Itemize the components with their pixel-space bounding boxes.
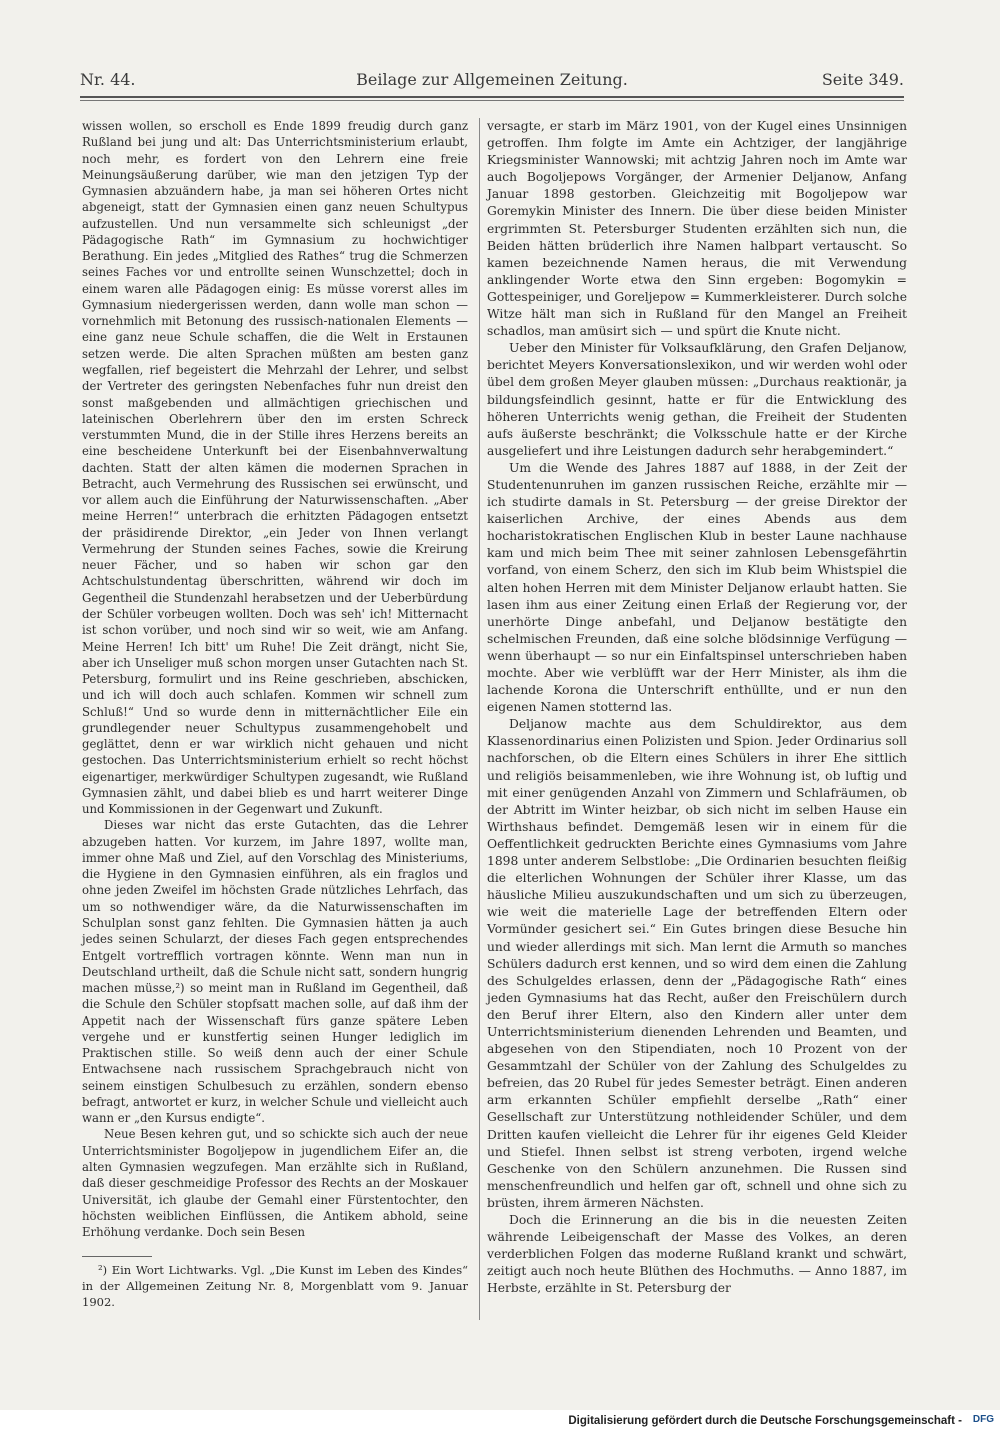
footnote — [82, 1262, 468, 1310]
left-column — [82, 118, 468, 1240]
paragraph: Deljanow machte aus dem Schuldirektor, aus dem Klassenordinarius einen Polizisten und Spion. Jeder Ordinarius soll nachforschen, ob die Eltern eines Schülers in ihrer Ehe sittlich und religiös beisammenleben, wie ihre Wohnung ist, ob luftig und mit einer genügenden Anzahl von Zimmern und Schlafräumen, ob der Abtritt im Winter heizbar, ob sich nicht im selben Hause ein Wirthshaus befindet. Demgemäß lesen wir in einem für die Oeffentlichkeit gedruckten Berichte eines Gymnasiums vom Jahre 1898 unter anderem Selbstlobe: „Die Ordinarien besuchten fleißig die elterlichen Wohnungen der Schüler ihrer Klasse, um das häusliche Milieu auszukundschaften und um sich zu überzeugen, wie weit die materielle Lage der betreffenden Eltern oder Vormünder gesichert sei.“ Ein Gutes bringen diese Besuche hin und wieder allerdings mit sich. Man lernt die Armuth so manches Schülers dadurch erst kennen, und so wird dem einen die Zahlung des Schulgeldes erlassen, denn der „Pädagogische Rath“ eines jeden Gymnasiums hat das Recht, außer den Freischülern durch den Beruf ihrer Eltern, also den Kindern aller unter dem Unterrichtsministerium dienenden Lehrenden und Beamten, und abgesehen von den Stipendiaten, noch 10 Prozent von der Gesammtzahl der Schüler von der Zahlung des Schulgeldes zu befreien, das 20 Rubel für jedes Semester beträgt. Einen anderen arm erkannten Schüler empfiehlt derselbe „Rath“ einer Gesellschaft zur Unterstützung nothleidender Schüler, und dem Dritten kaufen vielleicht die Lehrer für ihr eigenes Geld Kleider und Stiefel. Ihnen selbst ist streng verboten, irgend welche Geschenke von den Schülern anzunehmen. Die Russen sind menschenfreundlich und helfen gar oft, schnell und ohne sich zu brüsten, ihrem ärmeren Nächsten. — [487, 717, 907, 1210]
paragraph: versagte, er starb im März 1901, von der Kugel eines Unsinnigen getroffen. Ihm folgte im Amte ein Achtziger, der langjährige Kriegsminister Wannowski; mit achtzig Jahren noch im Amte war auch Bogoljepows Vorgänger, der Armenier Deljanow, Anfang Januar 1898 gestorben. Gleichzeitig mit Bogoljepow war Goremykin Minister des Innern. Die über diese beiden Minister ergrimmten St. Petersburger Studenten erzählten sich nun, die Beiden hätten brüderlich ihre Namen halbpart vertauscht. So kamen bezeichnende Namen heraus, die mit Verwendung anklingender Worte etwa den Sinn ergeben: Bogomykin = Gottespeiniger, und Goreljepow = Kummerkleisterer. Durch solche Witze hält man sich in Rußland für den Mangel an Freiheit schadlos, man amüsirt sich — und spürt die Knute nicht. — [487, 119, 907, 339]
supplement-title: Beilage zur Allgemeinen Zeitung. — [356, 70, 628, 89]
header-rule — [80, 96, 904, 98]
page-header — [80, 70, 904, 94]
paragraph: Doch die Erinnerung an die bis in die neuesten Zeiten währende Leibeigenschaft der Masse des Volkes, an deren verderblichen Folgen das moderne Rußland krankt und schwärt, zeitigt auch noch heute Blüthen des Hochmuths. — Anno 1887, im Herbste, erzählte in St. Petersburg der — [487, 1213, 907, 1296]
dfg-logo: DFG — [972, 1414, 994, 1425]
paragraph: Um die Wende des Jahres 1887 auf 1888, in der Zeit der Studentenunruhen im ganzen russischen Reiche, erzählte mir — ich studirte damals in St. Petersburg — der greise Direktor der kaiserlichen Archive, der eines Abends aus dem hocharistokratischen Englischen Klub in bester Laune nachhause kam und mich beim Thee mit seiner zahnlosen Lebensgefährtin vorfand, von einem Scherz, den sich im Klub beim Whistspiel die alten hohen Herren mit dem Minister Deljanow erlaubt hatten. Sie lasen ihm aus einer Zeitung einen Erlaß der Regierung vor, der unerhörte Dinge anbefahl, und Deljanow bestätigte den schelmischen Freunden, daß eine solche blödsinnige Verfügung — wenn überhaupt — so nur ein Einfaltspinsel unterschrieben haben mochte. Aber wie verblüfft war der Herr Minister, als ihm die lachende Korona die Unterschrift enthüllte, und er nun den eigenen Namen stotternd las. — [487, 460, 907, 715]
paragraph: Dieses war nicht das erste Gutachten, das die Lehrer abzugeben hatten. Vor kurzem, im Jahre 1897, wollte man, immer ohne Maß und Ziel, auf den Vorschlag des Ministeriums, die Hygiene in den Gymnasien einführen, als ein fraglos und ohne jeden Zweifel im höchsten Grade nützliches Lehrfach, das um so nothwendiger wäre, da die Naturwissenschaften im Schulplan sonst ganz fehlten. Die Gymnasien hätten ja auch jedes seinen Schularzt, der dieses Fach gegen entsprechendes Entgelt vortrefflich vortragen könnte. Wenn man nun in Deutschland urtheilt, daß die Schule nicht satt, sondern hungrig machen müsse,²) so meint man in Rußland im Gegentheil, daß die Schule den Schüler stopfsatt machen solle, auf daß ihm der Appetit nach der Wissenschaft fürs ganze spätere Leben vergehe und er kunstfertig seinen Hunger lediglich im Praktischen stille. So weiß denn auch der einer Schule Entwachsene nach russischem Sprachgebrauch nicht von seinem einstigen Schulbesuch zu erzählen, sondern ebenso befragt, antwortet er kurz, in welcher Schule und vielleicht auch wann er „den Kursus endigte“. — [82, 818, 468, 1126]
footnote-rule — [82, 1256, 152, 1257]
digitization-credit — [0, 1410, 1000, 1432]
paragraph: wissen wollen, so erscholl es Ende 1899 freudig durch ganz Rußland bei jung und alt: Das Unterrichtsministerium erlaubt, noch mehr, es fordert von den Lehrern eine freie Meinungsäußerung darüber, wie man den jetzigen Typ der Gymnasien abzuändern habe, ja man sei höheren Ortes nicht abgeneigt, statt der Gymnasien einen ganz neuen Schultypus aufzustellen. Und nun versammelte sich schleunigst „der Pädagogische Rath“ im Gymnasium zu hochwichtiger Berathung. Ein jedes „Mitglied des Rathes“ trug die Schmerzen seines Faches vor und entrollte seinen Wunschzettel; doch in einem waren alle Pädagogen einig: Es müsse vorerst alles im Gymnasium niedergerissen werden, dann wolle man schon — vornehmlich mit Betonung des russisch-nationalen Elements — eine ganz neue Schule schaffen, die die Welt in Erstaunen setzen werde. Die alten Sprachen müßten am besten ganz wegfallen, rief begeistert die Mehrzahl der Lehrer, und selbst der Vertreter des geringsten Nebenfaches fuhr nun dreist den sonst maßgebenden und allmächtigen griechischen und lateinischen Oberlehrern über den im ersten Schreck verstummten Mund, die in der Stille ihres Herzens bereits an eine bescheidene Unterkunft bei der Eisenbahnverwaltung dachten. Statt der alten kämen die modernen Sprachen in Betracht, auch Vermehrung des Russischen sei erwünscht, und vor allem auch die Einführung der Naturwissenschaften. „Aber meine Herren!“ unterbrach die erhitzten Pädagogen entsetzt der präsidirende Direktor, „ein Jeder von Ihnen verlangt Vermehrung der Stunden seines Faches, sowie die Kreirung neuer Fächer, und so haben wir schon gar den Achtschulstundentag überschritten, während wir doch im Gegentheil die Stundenzahl herabsetzen und der Ueberbürdung der Schüler vorbeugen wollten. Doch was seh' ich! Mitternacht ist schon vorüber, und noch sind wir so weit, wie am Anfang. Meine Herren! Ich bitt' um Ruhe! Die Zeit drängt, nicht Sie, aber ich Unseliger muß schon morgen unser Gutachten nach St. Petersburg, formulirt und ins Reine geschrieben, abschicken, und ich will doch auch schlafen. Kommen wir schnell zum Schluß!“ Und so wurde denn in mitternächtlicher Eile ein grundlegender neuer Schultypus zusammengehobelt und geglättet, denn er war wirklich nicht gehauen und nicht gestochen. Das Unterrichtsministerium erhielt so recht höchst eigenartiger, merkwürdiger Schultypen zugesandt, wie Rußland Gymnasien zählt, und dabei blieb es und harrt weiterer Dinge und Kommissionen in der Gegenwart und Zukunft. — [82, 119, 468, 817]
issue-number: Nr. 44. — [80, 70, 136, 89]
right-column — [487, 118, 907, 1297]
column-divider — [479, 118, 480, 1320]
paragraph: Ueber den Minister für Volksaufklärung, den Grafen Deljanow, berichtet Meyers Konversationslexikon, und wir werden wohl oder übel dem großen Meyer glauben müssen: „Durchaus reaktionär, ja bildungsfeindlich gesinnt, hatte er für die Entwicklung des höheren Unterrichts wenig gethan, die Freiheit der Studenten aufs äußerste beschränkt; die Volksschule hatte er der Kirche ausgeliefert und ihre Leistungen dadurch sehr herabgemindert.“ — [487, 341, 907, 458]
footnote-text: ²) Ein Wort Lichtwarks. Vgl. „Die Kunst im Leben des Kindes“ in der Allgemeinen Zeitung Nr. 8, Morgenblatt vom 9. Januar 1902. — [82, 1263, 468, 1309]
header-rule-thin — [80, 100, 904, 101]
credit-text: Digitalisierung gefördert durch die Deutsche Forschungsgemeinschaft - — [568, 1415, 962, 1427]
paragraph: Neue Besen kehren gut, und so schickte sich auch der neue Unterrichtsminister Bogoljepow in jugendlichem Eifer an, die alten Gymnasien wegzufegen. Man erzählte sich in Rußland, daß dieser geschmeidige Professor des Rechts an der Moskauer Universität, ich glaube der Gemahl einer Fürstentochter, den höchsten weiblichen Einflüssen, die Antikem abhold, seine Erhöhung verdanke. Doch sein Besen — [82, 1127, 468, 1240]
page-label: Seite 349. — [821, 70, 904, 89]
